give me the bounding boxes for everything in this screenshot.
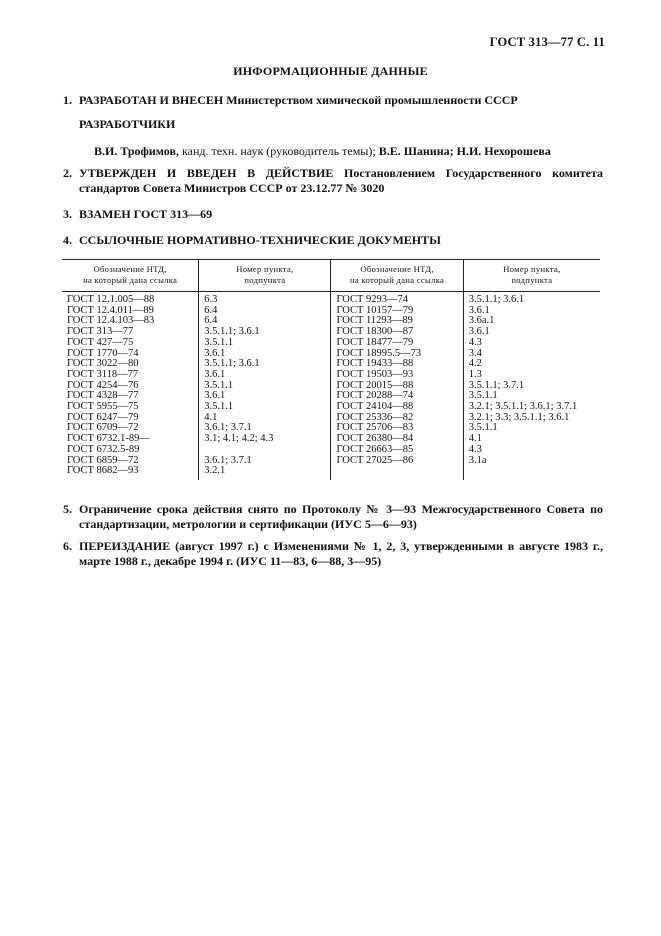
table-cell-clause: 3.6.1 [463, 306, 600, 317]
table-cell-ntd: ГОСТ 6859—72 [67, 454, 139, 466]
table-cell-ntd: ГОСТ 12.4.011—89 [67, 304, 154, 316]
table-cell-ntd: ГОСТ 18300—87 [331, 327, 463, 338]
reference-documents-table [62, 259, 600, 480]
table-cell-clause: 3.2.1; 3.3; 3.5.1.1; 3.6.1 [463, 413, 600, 424]
table-cell-ntd: ГОСТ 6247—79 [67, 411, 139, 423]
table-row [62, 445, 600, 456]
developer-names-rest: В.Е. Шанина; Н.И. Нехорошева [378, 144, 551, 158]
table-cell-clause: 4.1 [463, 434, 600, 445]
table-cell-clause: 3.4 [463, 349, 600, 360]
table-cell-ntd: ГОСТ 19503—93 [331, 370, 463, 381]
table-cell-clause: 3.6.1; 3.7.1 [199, 456, 331, 467]
section-2-body: Постановлением Государственного комитета стандартов Совета Министров СССР от 23.12.77 № 3020 [79, 166, 603, 195]
table-cell-ntd: ГОСТ 20288—74 [331, 391, 463, 402]
table-cell-ntd [331, 466, 463, 480]
table-cell-clause: 3.5.1.1 [463, 423, 600, 434]
document-title: ИНФОРМАЦИОННЫЕ ДАННЫЕ [233, 64, 428, 78]
table-cell-ntd: ГОСТ 4328—77 [67, 390, 139, 402]
section-3-number: 3. [63, 207, 72, 221]
section-5 [63, 502, 603, 532]
section-5-number: 5. [63, 502, 72, 516]
section-6-number: 6. [63, 539, 72, 553]
table-cell-ntd: ГОСТ 1770—74 [67, 347, 139, 359]
section-2-number: 2. [63, 166, 72, 180]
table-cell-clause: 3.2.1 [199, 466, 331, 480]
table-cell-clause: 3.6.1 [199, 391, 331, 402]
section-2 [63, 166, 603, 196]
table-row [62, 359, 600, 370]
table-cell-ntd: ГОСТ 3022—80 [67, 358, 139, 370]
table-cell-ntd: ГОСТ 25336—82 [331, 413, 463, 424]
section-6-text: ПЕРЕИЗДАНИЕ (август 1997 г.) с Изменениями № 1, 2, 3, утвержденными в августе 1983 г., марте 1988 г., декабре 1994 г. (ИУС 11—83, 6—88, 3—95) [79, 539, 603, 568]
table-cell-clause: 3.1; 4.1; 4.2; 4.3 [199, 434, 331, 445]
table-cell-clause [463, 466, 600, 480]
table-cell-ntd: ГОСТ 18477—79 [331, 338, 463, 349]
table-cell-ntd: ГОСТ 4254—76 [67, 379, 139, 391]
table-cell-ntd: ГОСТ 9293—74 [331, 292, 463, 306]
section-6 [63, 539, 603, 569]
table-row [62, 413, 600, 424]
developers-heading: РАЗРАБОТЧИКИ [79, 117, 176, 131]
col-header-clause-1: Номер пункта, подпункта [199, 260, 331, 292]
section-4 [63, 233, 441, 248]
table-cell-ntd: ГОСТ 8682—93 [67, 465, 139, 477]
table-cell-clause: 3.5.1.1; 3.7.1 [463, 381, 600, 392]
developer-name-1: В.И. Трофимов, [94, 144, 179, 158]
table-cell-ntd: ГОСТ 427—75 [67, 336, 134, 348]
table-cell-clause: 3.5.1.1; 3.6.1 [199, 327, 331, 338]
table-cell-ntd: ГОСТ 25706—83 [331, 423, 463, 434]
table-cell-clause: 4.1 [199, 413, 331, 424]
table-cell-ntd: ГОСТ 18995.5—73 [331, 349, 463, 360]
table-cell-ntd: ГОСТ 26380—84 [331, 434, 463, 445]
section-1-text [79, 93, 518, 108]
section-1-bold: РАЗРАБОТАН И ВНЕСЕН [79, 93, 224, 107]
section-4-number: 4. [63, 233, 72, 247]
table-row [62, 316, 600, 327]
table-row [62, 349, 600, 360]
table-header-row [62, 260, 600, 292]
section-2-text [79, 166, 603, 196]
col-header-ntd-1: Обозначение НТД, на который дана ссылка [62, 260, 199, 292]
table-cell-clause: 3.5.1.1; 3.6.1 [463, 292, 600, 306]
table-cell-clause: 3.6.1 [199, 349, 331, 360]
table-cell-clause: 4.3 [463, 338, 600, 349]
table-cell-ntd: ГОСТ 20015—88 [331, 381, 463, 392]
table-cell-ntd: ГОСТ 11293—89 [331, 316, 463, 327]
table-cell-ntd: ГОСТ 313—77 [67, 326, 134, 338]
table-cell-clause: 3.6а.1 [463, 316, 600, 327]
section-4-text: ССЫЛОЧНЫЕ НОРМАТИВНО-ТЕХНИЧЕСКИЕ ДОКУМЕНТЫ [79, 233, 441, 247]
table-cell-clause: 3.5.1.1 [199, 381, 331, 392]
table-row [62, 434, 600, 445]
developer-role-1: канд. техн. наук (руководитель темы); [178, 144, 379, 158]
table-cell-clause: 3.5.1.1 [199, 338, 331, 349]
table-cell-clause: 6.4 [199, 316, 331, 327]
table-row [62, 327, 600, 338]
table-cell-ntd: ГОСТ 27025—86 [331, 456, 463, 467]
table-cell-clause: 4.3 [463, 445, 600, 456]
page-header: ГОСТ 313—77 С. 11 [489, 35, 605, 49]
table-cell-ntd: ГОСТ 3118—77 [67, 368, 139, 380]
section-3 [63, 207, 212, 222]
table-row [62, 338, 600, 349]
table-cell-clause: 1.3 [463, 370, 600, 381]
table-cell-ntd: ГОСТ 6709—72 [67, 422, 139, 434]
table-row [62, 381, 600, 392]
table-cell-ntd: ГОСТ 10157—79 [331, 306, 463, 317]
table-cell-ntd: ГОСТ 5955—75 [67, 401, 139, 413]
table-row [62, 466, 600, 480]
table-cell-ntd: ГОСТ 24104—88 [331, 402, 463, 413]
table-cell-ntd: ГОСТ 19433—88 [331, 359, 463, 370]
table-cell-clause: 3.5.1.1 [463, 391, 600, 402]
table-cell-ntd: ГОСТ 12.1.005—88 [67, 294, 155, 305]
col-header-clause-2: Номер пункта, подпункта [463, 260, 600, 292]
table-cell-ntd: ГОСТ 6732.5-89 [67, 443, 140, 455]
table-cell-clause: 3.6.1 [199, 370, 331, 381]
table-cell-clause: 6.3 [199, 292, 331, 306]
section-1-number: 1. [63, 93, 72, 107]
table-cell-ntd: ГОСТ 12.4.103—83 [67, 315, 155, 327]
col-header-ntd-2: Обозначение НТД, на который дана ссылка [331, 260, 463, 292]
developers-list [94, 144, 551, 159]
table-row [62, 292, 600, 306]
table-cell-clause: 6.4 [199, 306, 331, 317]
table-row [62, 456, 600, 467]
table-cell-clause [199, 445, 331, 456]
table-cell-clause: 3.5.1.1 [199, 402, 331, 413]
section-2-bold: УТВЕРЖДЕН И ВВЕДЕН В ДЕЙСТВИЕ [79, 166, 334, 180]
table-cell-ntd: ГОСТ 6732.1-89— [67, 433, 150, 445]
table-cell-clause: 4.2 [463, 359, 600, 370]
table-cell-clause: 3.2.1; 3.5.1.1; 3.6.1; 3.7.1 [463, 402, 600, 413]
section-5-text: Ограничение срока действия снято по Протоколу № 3—93 Межгосударственного Совета по стандартизации, метрологии и сертификации (ИУС 5—6—93) [79, 502, 603, 531]
table-cell-clause: 3.6.1; 3.7.1 [199, 423, 331, 434]
table-cell-ntd: ГОСТ 26663—85 [331, 445, 463, 456]
section-3-text: ВЗАМЕН ГОСТ 313—69 [79, 207, 213, 221]
table-cell-clause: 3.1а [463, 456, 600, 467]
section-1-body: Министерством химической промышленности СССР [223, 93, 518, 107]
table-cell-clause: 3.6.1 [463, 327, 600, 338]
table-cell-clause: 3.5.1.1; 3.6.1 [199, 359, 331, 370]
